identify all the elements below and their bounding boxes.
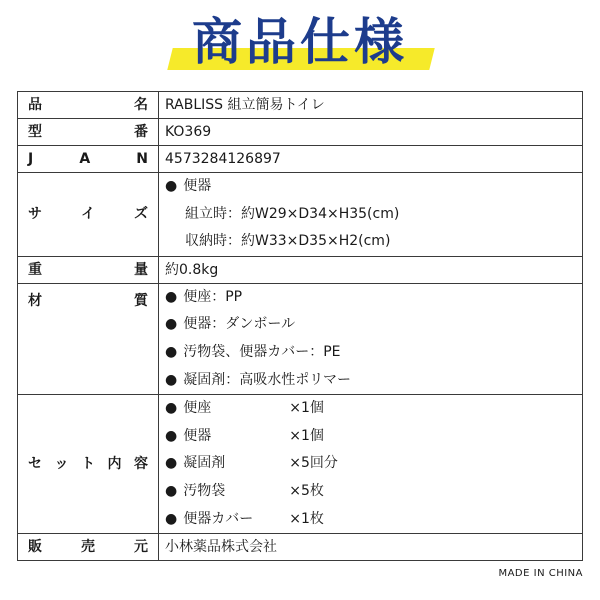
value-weight: 約0.8kg bbox=[159, 256, 583, 283]
value-jan: 4573284126897 bbox=[159, 146, 583, 173]
size-heading: ● 便器 bbox=[165, 178, 212, 194]
label-model: 型 番 bbox=[18, 119, 159, 146]
bullet-icon: ● bbox=[165, 178, 178, 194]
bullet-icon: ● bbox=[165, 316, 178, 333]
list-item: ● 凝固剤 ×5回分 bbox=[165, 455, 338, 472]
list-item: ● 便座：PP bbox=[165, 288, 243, 305]
bullet-icon: ● bbox=[165, 427, 178, 444]
spec-table bbox=[17, 91, 583, 561]
size-assembled: 組立時：約W29×D34×H35(cm) bbox=[185, 205, 400, 222]
label-product-name: 品 名 bbox=[18, 92, 159, 119]
bullet-icon: ● bbox=[165, 510, 178, 527]
label-set-contents: セ ッ ト 内 容 bbox=[18, 395, 159, 534]
page-title: 商品仕様 bbox=[192, 13, 408, 71]
row-seller bbox=[18, 534, 583, 561]
list-item: ● 汚物袋 ×5枚 bbox=[165, 482, 324, 499]
list-item: ● 凝固剤：高吸水性ポリマー bbox=[165, 371, 351, 388]
title-area bbox=[0, 0, 600, 84]
list-item: ● 便器カバー ×1枚 bbox=[165, 510, 324, 527]
label-weight: 重 量 bbox=[18, 256, 159, 283]
label-material: 材 質 bbox=[18, 283, 159, 394]
label-seller: 販 売 元 bbox=[18, 534, 159, 561]
row-material bbox=[18, 283, 583, 394]
row-model bbox=[18, 119, 583, 146]
row-jan bbox=[18, 146, 583, 173]
list-item: ● 便器：ダンボール bbox=[165, 316, 296, 333]
value-set-contents bbox=[159, 395, 583, 534]
made-in-label: MADE IN CHINA bbox=[498, 568, 583, 579]
row-set-contents bbox=[18, 395, 583, 534]
size-stored: 収納時：約W33×D35×H2(cm) bbox=[185, 233, 391, 250]
bullet-icon: ● bbox=[165, 288, 178, 305]
list-item: ● 便座 ×1個 bbox=[165, 400, 324, 417]
value-model: KO369 bbox=[159, 119, 583, 146]
bullet-icon: ● bbox=[165, 482, 178, 499]
bullet-icon: ● bbox=[165, 343, 178, 360]
row-product-name bbox=[18, 92, 583, 119]
bullet-icon: ● bbox=[165, 400, 178, 417]
bullet-icon: ● bbox=[165, 371, 178, 388]
list-item: ● 便器 ×1個 bbox=[165, 427, 324, 444]
value-size bbox=[159, 173, 583, 257]
value-product-name: RABLISS 組立簡易トイレ bbox=[159, 92, 583, 119]
value-material bbox=[159, 283, 583, 394]
label-size: サ イ ズ bbox=[18, 173, 159, 257]
value-seller: 小林薬品株式会社 bbox=[159, 534, 583, 561]
row-weight bbox=[18, 256, 583, 283]
bullet-icon: ● bbox=[165, 455, 178, 472]
label-jan: J A N bbox=[18, 146, 159, 173]
list-item: ● 汚物袋、便器カバー：PE bbox=[165, 343, 341, 360]
row-size bbox=[18, 173, 583, 257]
